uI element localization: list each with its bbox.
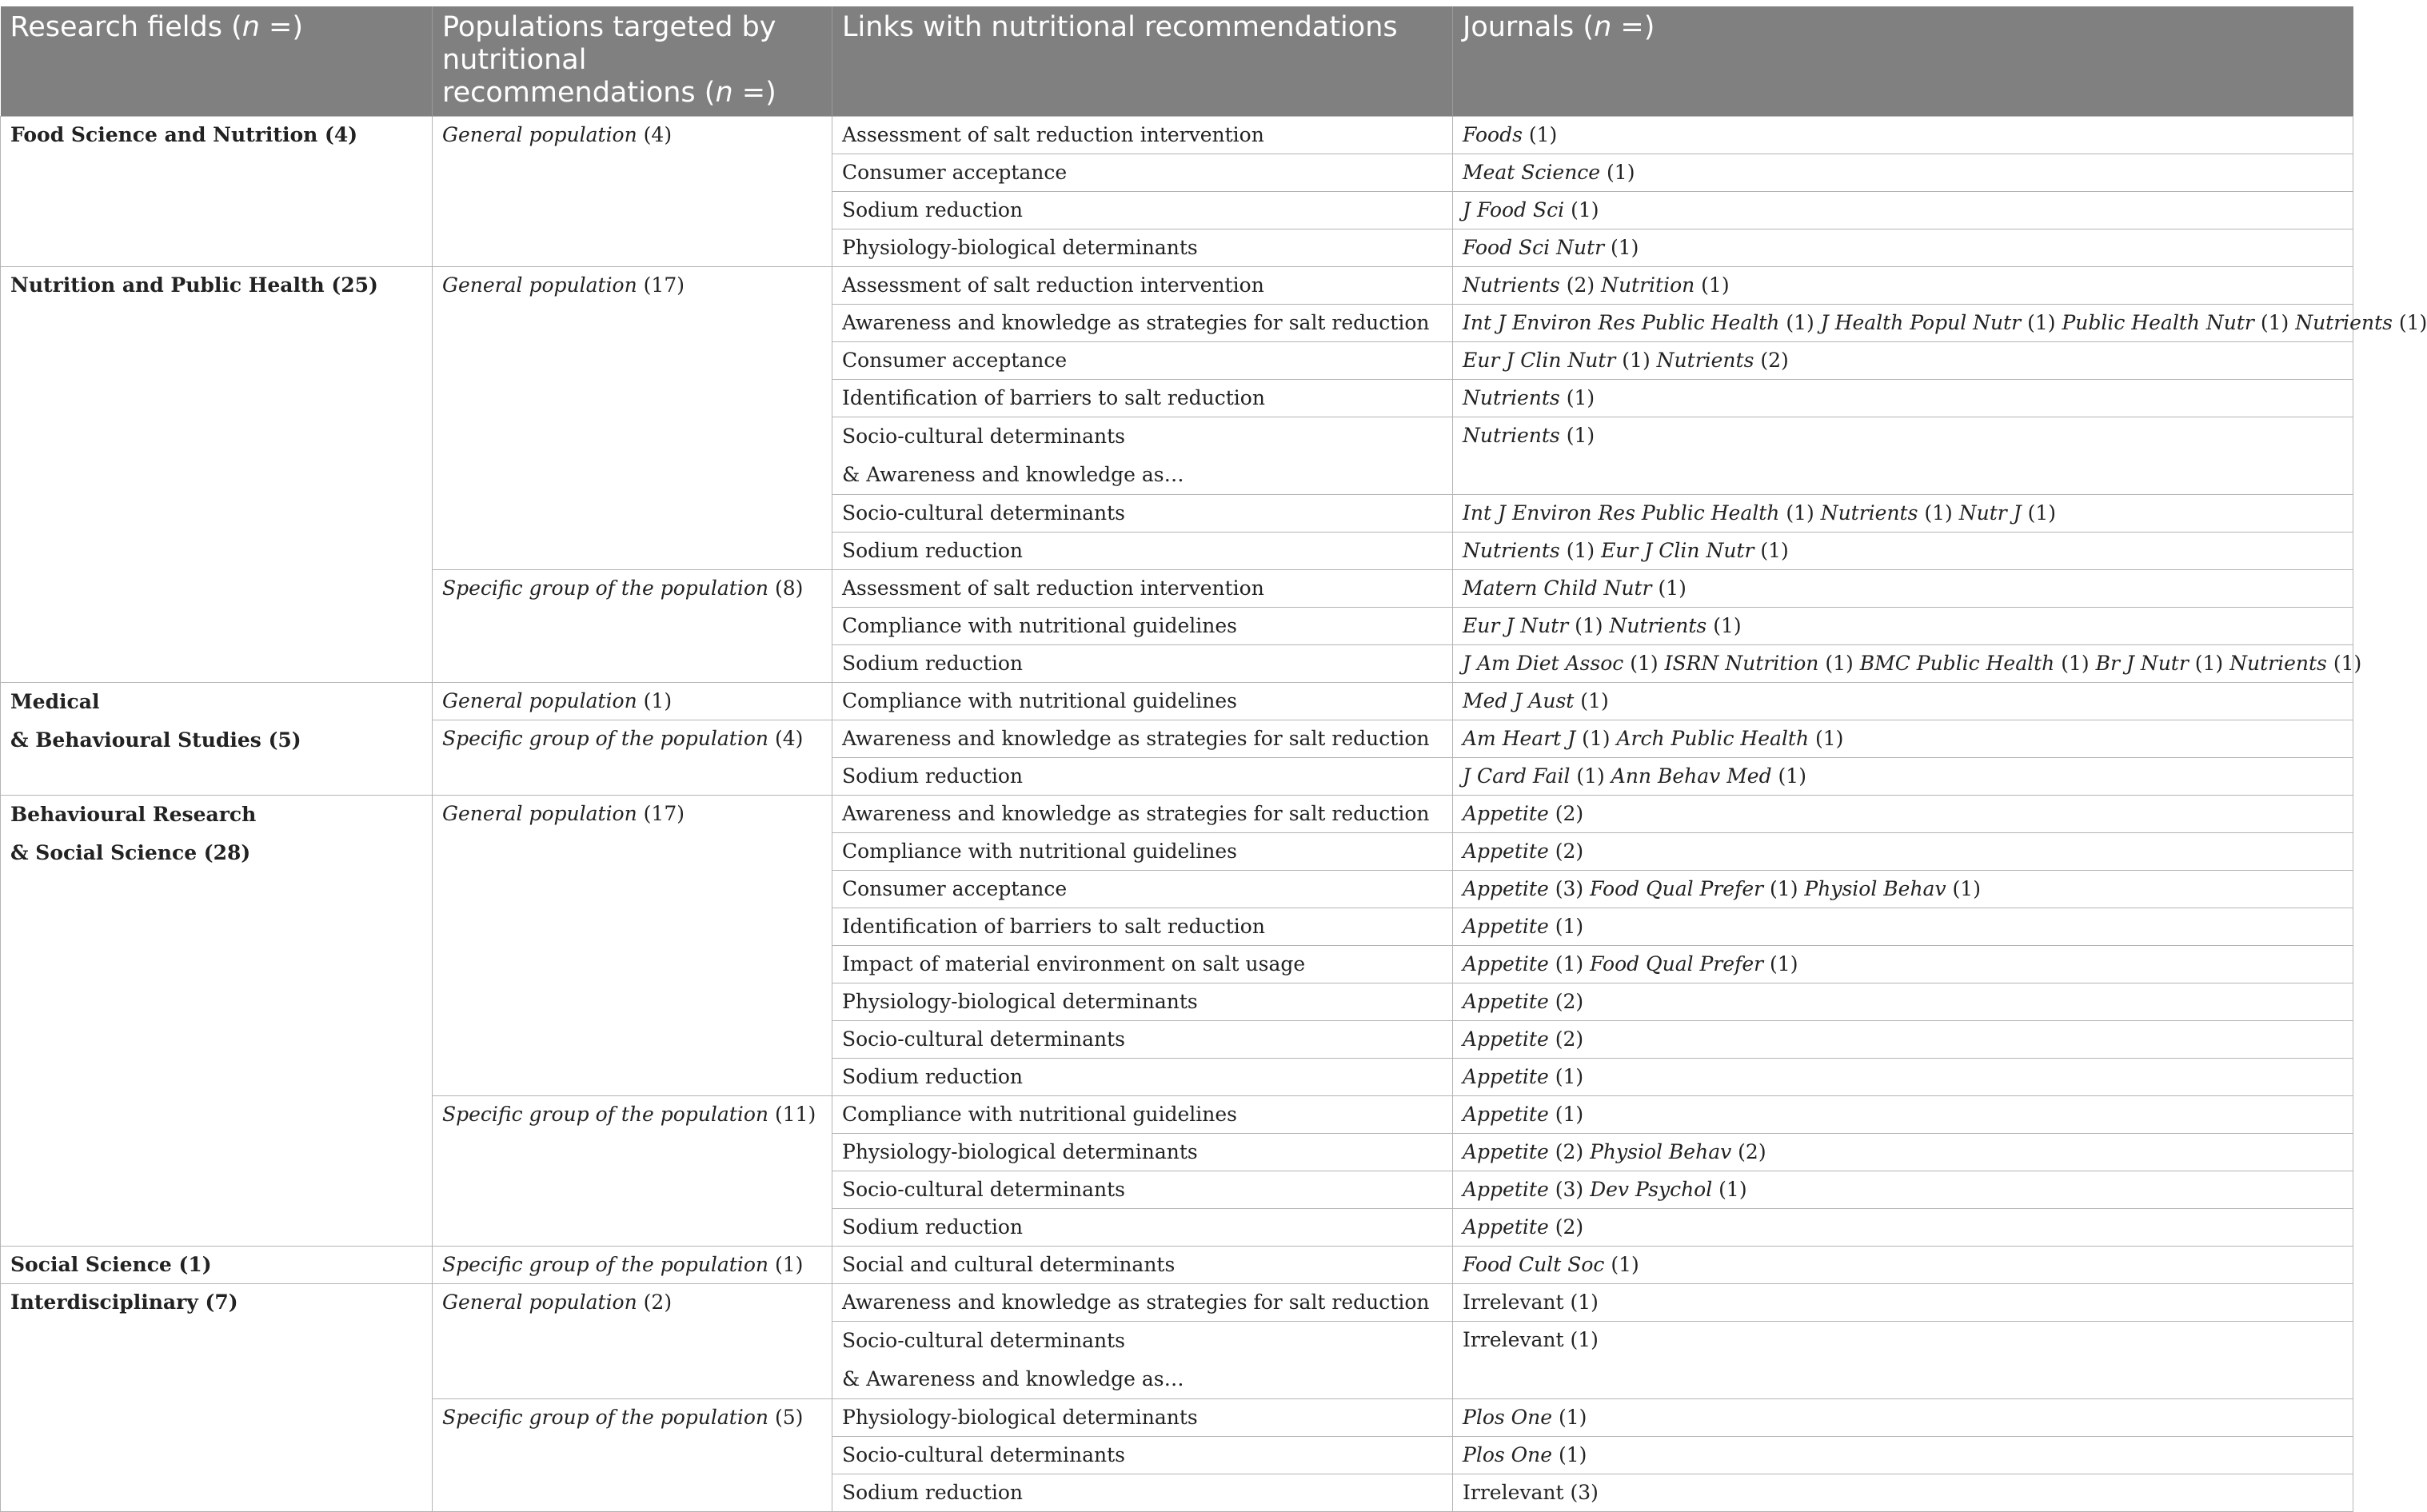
journal-count: (2)	[1731, 1139, 1766, 1163]
journal-count: (1)	[1615, 348, 1657, 372]
journals-cell	[1453, 1020, 2353, 1058]
journals-cell	[1453, 266, 2353, 304]
journal-name: Food Qual Prefer	[1590, 876, 1764, 900]
link-cell: Consumer acceptance	[832, 154, 1453, 191]
link-cell: Assessment of salt reduction intervention	[832, 116, 1453, 154]
link-cell: Socio-cultural determinants	[832, 1171, 1453, 1208]
journal-count: (1)	[1552, 1405, 1587, 1429]
journal-name: Nutrients	[1463, 538, 1560, 562]
journal-count: (1)	[1548, 1064, 1584, 1088]
journal-count: (1)	[2054, 651, 2096, 675]
journals-cell	[1453, 191, 2353, 229]
link-cell: Awareness and knowledge as strategies for salt reduction	[832, 795, 1453, 832]
journals-cell	[1453, 1246, 2353, 1283]
journal-count: (1)	[1559, 385, 1595, 409]
link-cell: Physiology-biological determinants	[832, 1133, 1453, 1171]
journal-count: (3)	[1548, 1177, 1591, 1201]
journal-name: ISRN Nutrition	[1664, 651, 1819, 675]
table-row	[1, 682, 2353, 720]
link-cell: Sodium reduction	[832, 757, 1453, 795]
journals-cell	[1453, 116, 2353, 154]
link-cell: Socio-cultural determinants	[832, 494, 1453, 532]
journal-name: Appetite	[1463, 801, 1549, 825]
journal-name: Physiol Behav	[1590, 1139, 1732, 1163]
journal-count: (1)	[1570, 764, 1611, 788]
link-cell: Socio-cultural determinants	[832, 1020, 1453, 1058]
journals-cell	[1453, 1436, 2353, 1474]
link-cell: Compliance with nutritional guidelines	[832, 1095, 1453, 1133]
journal-name: Nutrients	[1820, 501, 1918, 525]
journal-count: (2)	[1559, 273, 1602, 297]
journals-cell	[1453, 229, 2353, 266]
journal-name: Appetite	[1463, 951, 1549, 975]
journal-name: Appetite	[1463, 989, 1549, 1013]
journal-count: (1)	[1548, 914, 1584, 938]
link-cell: Awareness and knowledge as strategies for salt reduction	[832, 304, 1453, 341]
journal-count: (2)	[1548, 1215, 1584, 1239]
journals-cell	[1453, 870, 2353, 908]
link-cell: Consumer acceptance	[832, 870, 1453, 908]
journal-count: (1)	[1763, 951, 1798, 975]
table-row	[1, 1246, 2353, 1283]
table-row	[1, 795, 2353, 832]
link-cell: Assessment of salt reduction intervention	[832, 266, 1453, 304]
population-cell: General population (2)	[433, 1283, 832, 1398]
link-cell: Sodium reduction	[832, 1208, 1453, 1246]
table-row	[1, 266, 2353, 304]
population-cell: Specific group of the population (4)	[433, 720, 832, 795]
journal-name: Physiol Behav	[1804, 876, 1946, 900]
journals-cell	[1453, 304, 2427, 341]
journals-cell: Irrelevant (3)	[1453, 1474, 2353, 1511]
journal-count: (1)	[1559, 423, 1595, 447]
journal-name: Am Heart J	[1463, 726, 1576, 750]
journal-name: Public Health Nutr	[2062, 310, 2254, 334]
journals-cell	[1453, 154, 2353, 191]
journal-name: Matern Child Nutr	[1463, 576, 1652, 600]
journal-name: Nutrients	[1609, 613, 1707, 637]
journal-count: (1)	[2021, 310, 2062, 334]
journals-cell	[1453, 1058, 2353, 1095]
journal-count: (1)	[2188, 651, 2230, 675]
journal-count: (1)	[1695, 273, 1730, 297]
header-journals: Journals (n =)	[1453, 6, 2353, 116]
journal-count: (2)	[1754, 348, 1789, 372]
journal-name: Appetite	[1463, 1215, 1549, 1239]
link-cell: Social and cultural determinants	[832, 1246, 1453, 1283]
journal-name: Appetite	[1463, 1102, 1549, 1126]
link-cell: Awareness and knowledge as strategies for salt reduction	[832, 1283, 1453, 1321]
table-container	[0, 6, 2427, 1512]
journal-name: Nutrients	[1463, 385, 1560, 409]
journal-count: (3)	[1548, 876, 1591, 900]
population-cell: General population (1)	[433, 682, 832, 720]
link-cell: Physiology-biological determinants	[832, 1398, 1453, 1436]
journal-count: (1)	[1651, 576, 1687, 600]
journals-cell	[1453, 1208, 2353, 1246]
journals-cell	[1453, 379, 2353, 417]
journal-name: J Card Fail	[1463, 764, 1571, 788]
journal-name: BMC Public Health	[1859, 651, 2055, 675]
journal-name: Med J Aust	[1463, 688, 1575, 712]
journals-cell	[1453, 494, 2353, 532]
journal-name: Appetite	[1463, 914, 1549, 938]
journal-name: Nutrients	[1463, 273, 1560, 297]
journals-cell	[1453, 983, 2353, 1020]
journal-name: Food Cult Soc	[1463, 1252, 1605, 1276]
journal-count: (1)	[1574, 688, 1609, 712]
journal-count: (1)	[1779, 310, 1821, 334]
journal-count: (1)	[1604, 235, 1639, 259]
journal-count: (1)	[1918, 501, 1959, 525]
journals-cell	[1453, 1133, 2353, 1171]
link-cell: Compliance with nutritional guidelines	[832, 607, 1453, 644]
journals-cell	[1453, 720, 2353, 757]
journal-count: (1)	[1548, 951, 1591, 975]
journal-count: (1)	[1604, 1252, 1639, 1276]
link-cell: Identification of barriers to salt reduction	[832, 379, 1453, 417]
journals-cell	[1453, 532, 2353, 569]
journal-count: (1)	[1763, 876, 1805, 900]
link-cell: Compliance with nutritional guidelines	[832, 832, 1453, 870]
journal-name: Plos One	[1463, 1405, 1553, 1429]
link-cell: Physiology-biological determinants	[832, 983, 1453, 1020]
header-row	[1, 6, 2353, 116]
journal-name: Food Qual Prefer	[1590, 951, 1764, 975]
journals-cell	[1453, 341, 2353, 379]
link-cell: Sodium reduction	[832, 1058, 1453, 1095]
link-cell: Awareness and knowledge as strategies for salt reduction	[832, 720, 1453, 757]
link-cell: Sodium reduction	[832, 532, 1453, 569]
journal-count: (1)	[1548, 1102, 1584, 1126]
link-cell: Sodium reduction	[832, 644, 1453, 682]
journals-cell	[1453, 832, 2353, 870]
link-cell: Consumer acceptance	[832, 341, 1453, 379]
journal-count: (1)	[1564, 197, 1599, 221]
journal-count: (1)	[1600, 160, 1635, 184]
journal-name: Nutrients	[2229, 651, 2327, 675]
journal-name: J Food Sci	[1463, 197, 1565, 221]
journal-count: (1)	[1575, 726, 1617, 750]
journals-cell	[1453, 757, 2353, 795]
link-cell: Socio-cultural determinants	[832, 1436, 1453, 1474]
population-cell: Specific group of the population (1)	[433, 1246, 832, 1283]
link-cell: Identification of barriers to salt reduction	[832, 908, 1453, 945]
journal-count: (1)	[1623, 651, 1665, 675]
journal-count: (1)	[1522, 122, 1558, 146]
journal-count: (1)	[1712, 1177, 1747, 1201]
journals-cell	[1453, 607, 2353, 644]
link-cell: Assessment of salt reduction intervention	[832, 569, 1453, 607]
link-cell: Sodium reduction	[832, 191, 1453, 229]
journal-name: Int J Environ Res Public Health	[1463, 501, 1780, 525]
journals-cell	[1453, 569, 2353, 607]
journal-name: Nutr J	[1958, 501, 2022, 525]
journal-count: (1)	[1568, 613, 1610, 637]
research-field-cell: Food Science and Nutrition (4)	[1, 116, 433, 266]
link-cell: Impact of material environment on salt usage	[832, 945, 1453, 983]
research-field-cell: Behavioural Research & Social Science (28)	[1, 795, 433, 1246]
journal-name: Appetite	[1463, 839, 1549, 863]
journals-cell	[1453, 1171, 2353, 1208]
journal-name: Arch Public Health	[1616, 726, 1810, 750]
journals-cell	[1453, 1398, 2353, 1436]
research-field-cell: Social Science (1)	[1, 1246, 433, 1283]
journal-name: Nutrients	[1656, 348, 1754, 372]
journal-count: (2)	[1548, 989, 1584, 1013]
header-populations: Populations targeted by nutritional recommendations (n =)	[433, 6, 832, 116]
population-cell: General population (17)	[433, 795, 832, 1095]
journal-name: Appetite	[1463, 1139, 1549, 1163]
link-cell: Sodium reduction	[832, 1474, 1453, 1511]
population-cell: Specific group of the population (8)	[433, 569, 832, 682]
journal-name: J Health Popul Nutr	[1820, 310, 2022, 334]
journal-count: (2)	[1548, 839, 1584, 863]
journal-count: (1)	[1809, 726, 1844, 750]
link-cell: Socio-cultural determinants & Awareness and knowledge as…	[832, 417, 1453, 494]
journal-name: Foods	[1463, 122, 1523, 146]
journal-count: (1)	[1779, 501, 1821, 525]
journal-count: (1)	[2021, 501, 2057, 525]
journal-name: Nutrients	[2295, 310, 2393, 334]
journal-count: (1)	[2253, 310, 2296, 334]
journal-name: Dev Psychol	[1590, 1177, 1713, 1201]
journal-count: (1)	[1946, 876, 1981, 900]
journals-cell	[1453, 417, 2353, 494]
journals-cell	[1453, 644, 2362, 682]
journal-name: Eur J Clin Nutr	[1463, 348, 1616, 372]
journal-name: Eur J Clin Nutr	[1601, 538, 1754, 562]
table-row	[1, 1283, 2353, 1321]
population-cell: Specific group of the population (5)	[433, 1398, 832, 1511]
journal-name: Int J Environ Res Public Health	[1463, 310, 1780, 334]
journal-name: Appetite	[1463, 1177, 1549, 1201]
link-cell: Compliance with nutritional guidelines	[832, 682, 1453, 720]
journal-name: J Am Diet Assoc	[1463, 651, 1624, 675]
journals-cell: Irrelevant (1)	[1453, 1321, 2353, 1398]
journal-count: (1)	[1818, 651, 1860, 675]
journals-cell	[1453, 945, 2353, 983]
journal-count: (1)	[1706, 613, 1742, 637]
header-research-fields: Research fields (n =)	[1, 6, 433, 116]
journal-name: Br J Nutr	[2095, 651, 2189, 675]
journal-name: Eur J Nutr	[1463, 613, 1569, 637]
table-row	[1, 116, 2353, 154]
data-table	[0, 6, 2427, 1512]
journal-name: Plos One	[1463, 1442, 1553, 1466]
journals-cell	[1453, 908, 2353, 945]
journal-name: Nutrition	[1601, 273, 1695, 297]
journal-count: (1)	[2326, 651, 2362, 675]
journals-cell	[1453, 682, 2353, 720]
research-field-cell: Medical & Behavioural Studies (5)	[1, 682, 433, 795]
journal-count: (2)	[1548, 1139, 1591, 1163]
journals-cell	[1453, 795, 2353, 832]
research-field-cell: Interdisciplinary (7)	[1, 1283, 433, 1511]
journal-name: Food Sci Nutr	[1463, 235, 1605, 259]
journal-count: (1)	[2392, 310, 2427, 334]
link-cell: Socio-cultural determinants & Awareness and knowledge as…	[832, 1321, 1453, 1398]
journals-cell: Irrelevant (1)	[1453, 1283, 2353, 1321]
header-links: Links with nutritional recommendations	[832, 6, 1453, 116]
journal-count: (1)	[1559, 538, 1602, 562]
population-cell: General population (4)	[433, 116, 832, 266]
journal-name: Ann Behav Med	[1611, 764, 1772, 788]
population-cell: Specific group of the population (11)	[433, 1095, 832, 1246]
journal-count: (1)	[1754, 538, 1789, 562]
journal-name: Appetite	[1463, 1027, 1549, 1051]
journal-name: Meat Science	[1463, 160, 1601, 184]
journal-name: Appetite	[1463, 876, 1549, 900]
link-cell: Physiology-biological determinants	[832, 229, 1453, 266]
journal-count: (1)	[1771, 764, 1806, 788]
journal-count: (2)	[1548, 1027, 1584, 1051]
research-field-cell: Nutrition and Public Health (25)	[1, 266, 433, 682]
journal-name: Nutrients	[1463, 423, 1560, 447]
journal-count: (1)	[1552, 1442, 1587, 1466]
journal-count: (2)	[1548, 801, 1584, 825]
journal-name: Appetite	[1463, 1064, 1549, 1088]
journals-cell	[1453, 1095, 2353, 1133]
population-cell: General population (17)	[433, 266, 832, 569]
